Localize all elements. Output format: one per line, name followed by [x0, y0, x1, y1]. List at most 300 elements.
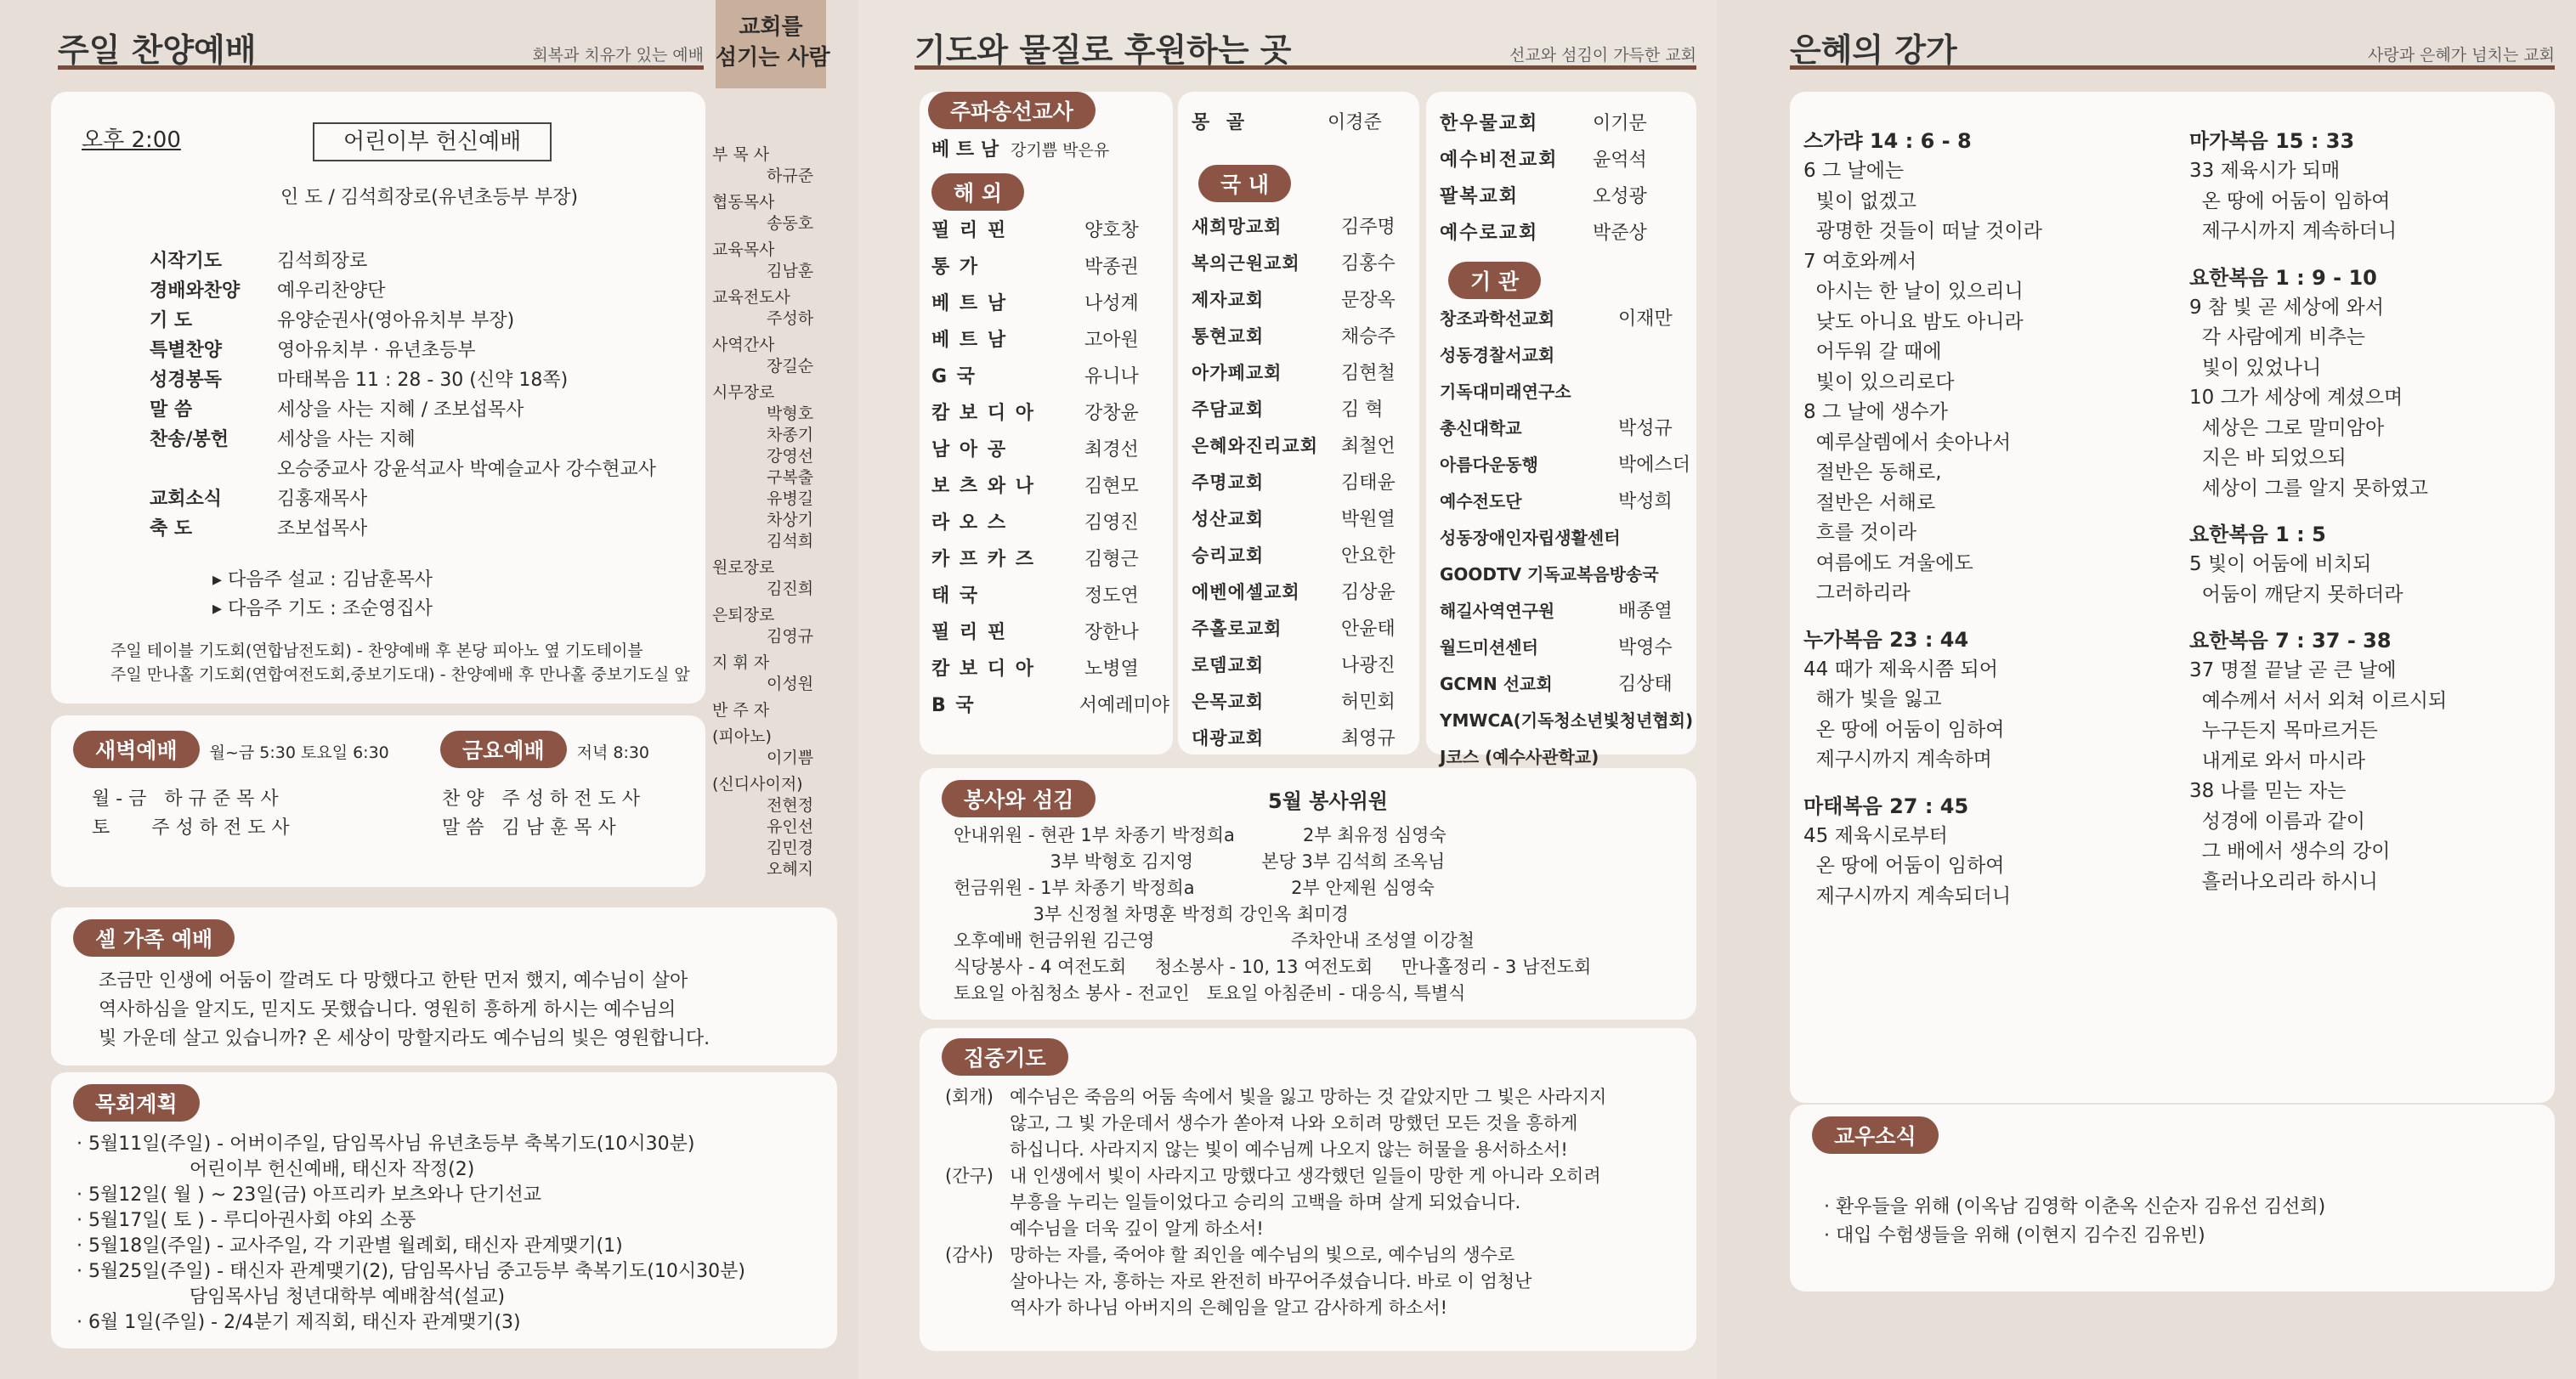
dawn-time: 월~금 5:30 토요일 6:30 [209, 743, 389, 762]
entry-person: 최철언 [1341, 436, 1396, 457]
dispatch-row [931, 136, 1109, 165]
entry-person: 나성계 [1084, 293, 1139, 314]
dispatch-names: 강기쁨 박은유 [1011, 141, 1110, 160]
entry-name: 복의근원교회 [1192, 252, 1300, 274]
prayer-box [920, 1028, 1696, 1351]
scripture-line: 절반은 동해로, [1803, 461, 1942, 483]
prayer-row [945, 1269, 1606, 1295]
entry-name: 예수로교회 [1440, 223, 1539, 244]
service-title: 어린이부 헌신예배 [313, 122, 552, 161]
service-time: 오후 2:00 [82, 127, 181, 153]
entry-person: 김현철 [1341, 363, 1396, 384]
news-item: · 대입 수험생들을 위해 (이현지 김수진 김유빈) [1824, 1225, 2205, 1246]
scripture-line: 제구시까지 계속되더니 [1803, 884, 2012, 907]
entry-name: J코스 (예수사관학교) [1440, 747, 1599, 767]
friday-time: 저녁 8:30 [576, 743, 650, 762]
entry-person: 최경선 [1084, 439, 1139, 461]
worship-order-box [51, 92, 705, 704]
entry-person: 서예레미야 [1079, 695, 1169, 716]
list-row [1440, 591, 1695, 628]
ministry-plan-box [51, 1072, 837, 1348]
dawn-header [73, 731, 389, 768]
list-row [1440, 482, 1695, 518]
plan-item: · 6월 1일(주일) - 2/4분기 제직회, 태신자 관계맺기(3) [76, 1312, 521, 1333]
list-row [1440, 445, 1695, 482]
list-row [931, 686, 1169, 722]
list-row [1440, 518, 1695, 555]
prayer-text: 살아나는 자, 흥하는 자로 완전히 바꾸어주셨습니다. 바로 이 엄청난 [1010, 1271, 1532, 1291]
order-label: 교회소식 [150, 489, 223, 510]
list-row [1440, 140, 1695, 177]
news-box [1790, 1105, 2555, 1291]
entry-name: 아름다운동행 [1440, 455, 1538, 475]
scripture-ref: 요한복음 1 : 5 [2189, 523, 2326, 546]
section-title: 은혜의 강가 [1790, 31, 1957, 69]
entry-person: 김영진 [1084, 512, 1139, 534]
entry-name: B 국 [931, 695, 976, 716]
prayer-text: 않고, 그 빛 가운데서 생수가 쏟아져 나와 오히려 망했던 모든 것을 흥하게 [1010, 1113, 1578, 1133]
order-label: 성경봉독 [150, 370, 223, 391]
entry-person: 문장옥 [1341, 290, 1396, 311]
list-row [1440, 372, 1695, 409]
list-row [931, 284, 1169, 320]
entry-person: 김상윤 [1341, 582, 1396, 603]
mongolia-name: 이경준 [1328, 112, 1382, 133]
church-list [1440, 104, 1695, 250]
scripture-line: 낮도 아니요 밤도 아니라 [1803, 310, 2024, 333]
order-label: 축 도 [150, 518, 193, 540]
service-label: 봉사와 섬김 [942, 780, 1096, 817]
friday-rows [442, 785, 640, 843]
cell-line: 빛 가운데 살고 있습니까? 온 세상이 망할지라도 예수님의 빛은 영원합니다. [99, 1028, 711, 1049]
entry-name: 캄 보 디 아 [931, 403, 1035, 424]
entry-name: 예수전도단 [1440, 491, 1522, 511]
news-item: · 환우들을 위해 (이옥남 김영학 이춘옥 신순자 김유선 김선희) [1824, 1196, 2326, 1218]
order-row [150, 483, 656, 512]
list-row [1192, 390, 1421, 427]
list-row [931, 649, 1169, 686]
staff-tab [716, 0, 830, 88]
plan-item: · 5월25일(주일) - 태신자 관계맺기(2), 담임목사님 중고등부 축복기도(10시30분) [76, 1261, 745, 1282]
scripture-left [1803, 126, 2042, 912]
staff-entry: 부 목 사 [712, 145, 770, 164]
order-value: 세상을 사는 지혜 [277, 429, 416, 450]
scripture-line: 그러하리라 [1803, 582, 1911, 604]
staff-entry: 김영규 [767, 627, 814, 646]
scripture-line: 각 사람에게 비추는 [2189, 326, 2365, 348]
scripture-line: 온 땅에 어둠이 임하여 [2189, 189, 2391, 212]
list-row [1440, 628, 1695, 664]
plan-item: 어린이부 헌신예배, 태신자 작정(2) [76, 1159, 475, 1180]
scripture-line: 5 빛이 어둠에 비치되 [2189, 553, 2372, 575]
entry-name: 카 프 카 즈 [931, 549, 1035, 570]
friday-row: 찬 양 주 성 하 전 도 사 [442, 788, 640, 810]
dispatch-country: 베 트 남 [931, 139, 999, 161]
service-row: 식당봉사 - 4 여전도회 청소봉사 - 10, 13 여전도회 만나홀정리 - 3 남전도회 [954, 957, 1592, 977]
friday-header [440, 731, 649, 768]
list-row [1440, 104, 1695, 140]
prayer-row [945, 1295, 1606, 1321]
list-row [1192, 280, 1421, 317]
staff-entry: 이성원 [767, 675, 814, 693]
org-label: 기 관 [1448, 262, 1541, 299]
order-label: 경배와찬양 [150, 280, 241, 302]
order-label: 시작기도 [150, 251, 223, 272]
domestic-box [1178, 92, 1419, 754]
entry-name: 대광교회 [1192, 727, 1265, 749]
scripture-line: 그 배에서 생수의 강이 [2189, 840, 2391, 862]
list-row [1192, 207, 1421, 244]
cell-text [99, 967, 710, 1054]
entry-name: 월드미션센터 [1440, 637, 1538, 658]
note-line: 주일 테이블 기도회(연합남전도회) - 찬양예배 후 본당 피아노 옆 기도테이블 [110, 641, 643, 660]
plan-item: · 5월12일( 월 ) ~ 23일(금) 아프리카 보츠와나 단기선교 [76, 1184, 541, 1206]
order-value: 김석희장로 [277, 251, 368, 272]
prayer-text: 예수님을 더욱 깊이 알게 하소서! [1010, 1218, 1264, 1239]
list-row [1192, 500, 1421, 536]
cell-worship-box [51, 907, 837, 1065]
scripture-line: 38 나를 믿는 자는 [2189, 780, 2347, 802]
order-row [150, 274, 656, 304]
section-header [58, 19, 704, 70]
entry-person: 박에스더 [1618, 455, 1691, 476]
scripture-line: 어둠이 깨닫지 못하더라 [2189, 583, 2403, 606]
entry-name: 아가페교회 [1192, 362, 1282, 383]
scripture-ref: 마가복음 15 : 33 [2189, 129, 2355, 153]
scripture-line: 흘러나오리라 하시니 [2189, 870, 2378, 893]
entry-name: GOODTV 기독교복음방송국 [1440, 564, 1659, 585]
list-row [1440, 177, 1695, 213]
list-row [1192, 427, 1421, 463]
list-row [931, 613, 1169, 649]
entry-name: 필 리 핀 [931, 220, 1008, 241]
prayer-type: (간구) [945, 1166, 994, 1186]
list-row [931, 503, 1169, 540]
plan-item: · 5월18일(주일) - 교사주일, 각 기관별 월례회, 태신자 관계맺기(1) [76, 1235, 623, 1257]
list-row [931, 466, 1169, 503]
scripture-line: 온 땅에 어둠이 임하여 [1803, 718, 2005, 741]
list-row [1192, 536, 1421, 573]
order-row [150, 334, 656, 364]
scripture-ref: 요한복음 1 : 9 - 10 [2189, 265, 2377, 290]
prayer-type: (회개) [945, 1087, 994, 1107]
entry-person: 박원열 [1341, 509, 1396, 530]
order-label: 찬송/봉헌 [150, 429, 229, 450]
list-row [931, 320, 1169, 357]
service-row: 토요일 아침청소 봉사 - 전교인 토요일 아침준비 - 대응식, 특별식 [954, 983, 1466, 1003]
service-row: 헌금위원 - 1부 차종기 박정희a 2부 안제원 심영숙 [954, 878, 1435, 898]
staff-entry: (피아노) [712, 727, 772, 746]
scripture-line: 45 제육시로부터 [1803, 824, 1948, 847]
prayer-text: 예수님은 죽음의 어둠 속에서 빛을 잃고 망하는 것 같았지만 그 빛은 사라지지 [1010, 1087, 1607, 1107]
staff-entry: 사역간사 [712, 336, 775, 354]
scripture-ref: 스가랴 14 : 6 - 8 [1803, 129, 1972, 153]
scripture-line: 44 때가 제육시쯤 되어 [1803, 658, 1998, 681]
plan-item: · 5월17일( 토 ) - 루디아권사회 야외 소풍 [76, 1210, 416, 1231]
plan-item: · 5월11일(주일) - 어버이주일, 담임목사님 유년초등부 축복기도(10시30분) [76, 1133, 695, 1155]
entry-person: 윤억석 [1593, 150, 1647, 171]
order-row [150, 512, 656, 542]
staff-entry: 교육목사 [712, 240, 775, 259]
entry-person: 김상태 [1618, 674, 1673, 695]
entry-name: 남 아 공 [931, 439, 1008, 461]
staff-entry: 김석희 [767, 532, 814, 551]
order-row [150, 364, 656, 393]
entry-person: 오성광 [1593, 186, 1647, 207]
entry-person: 안윤태 [1341, 619, 1396, 640]
scripture-line: 해가 빛을 잃고 [1803, 688, 1942, 710]
entry-name: 캄 보 디 아 [931, 658, 1035, 680]
service-leader: 인 도 / 김석희장로(유년초등부 부장) [280, 187, 579, 208]
scripture-line: 어두워 갈 때에 [1803, 341, 1942, 363]
prayer-row [945, 1163, 1606, 1190]
dawn-label: 새벽예배 [73, 731, 200, 768]
entry-person: 김태윤 [1341, 472, 1396, 494]
entry-person: 배종열 [1618, 601, 1673, 622]
staff-entry: 전현정 [767, 796, 814, 815]
order-row [150, 304, 656, 334]
section-title: 기도와 물질로 후원하는 곳 [914, 31, 1292, 69]
prayer-row [945, 1242, 1606, 1269]
staff-entry: 차종기 [767, 426, 814, 444]
list-row [1192, 463, 1421, 500]
section-subtitle: 사랑과 은혜가 넘치는 교회 [2367, 46, 2555, 65]
scripture-line: 세상이 그를 알지 못하였고 [2189, 477, 2428, 500]
cell-label: 셀 가족 예배 [73, 919, 235, 957]
scripture-line: 7 여호와께서 [1803, 250, 1917, 273]
entry-name: 한우물교회 [1440, 113, 1539, 134]
entry-name: 예수비전교회 [1440, 150, 1559, 171]
prayer-text: 부흥을 누리는 일들이었다고 승리의 고백을 하며 살게 되었습니다. [1010, 1192, 1521, 1212]
prayer-type [945, 1269, 1010, 1295]
entry-person: 양호창 [1084, 220, 1139, 241]
note-line: 주일 만나홀 기도회(연합여전도회,중보기도대) - 찬양예배 후 만나홀 중보기도실 앞 [110, 665, 690, 684]
prayer-notes [110, 639, 690, 687]
scripture-line: 여름에도 겨울에도 [1803, 551, 1973, 574]
staff-entry: 김진희 [767, 579, 814, 598]
entry-name: 보 츠 와 나 [931, 476, 1035, 497]
cell-line: 조금만 인생에 어둠이 깔려도 다 망했다고 한탄 먼저 했지, 예수님이 살아 [99, 970, 688, 992]
scripture-line: 성경에 이름과 같이 [2189, 810, 2365, 833]
scripture-ref: 누가복음 23 : 44 [1803, 627, 1969, 652]
dawn-row: 토 주 성 하 전 도 사 [92, 817, 290, 839]
scripture-line: 절반은 서해로 [1803, 491, 1936, 514]
plan-item: 담임목사님 청년대학부 예배참석(설교) [76, 1286, 506, 1308]
domestic-label: 국 내 [1198, 165, 1291, 202]
order-value: 조보섭목사 [277, 518, 368, 540]
dawn-row: 월 - 금 하 규 준 목 사 [92, 788, 279, 810]
staff-entry: 이기쁨 [767, 749, 814, 767]
entry-person: 최영규 [1341, 728, 1396, 749]
scripture-line: 빛이 없겠고 [1803, 189, 1917, 212]
section-header [914, 19, 1696, 70]
entry-person: 박성규 [1618, 418, 1673, 439]
list-row [1192, 573, 1421, 609]
service-box [920, 768, 1696, 1020]
list-row [1440, 336, 1695, 372]
staff-tab-label: 교회를 섬기는 사람 [716, 14, 830, 71]
entry-person: 나광진 [1341, 655, 1396, 676]
next-week [212, 566, 433, 624]
next-prayer: ▸ 다음주 기도 : 조순영집사 [212, 598, 433, 619]
section-header [1790, 19, 2555, 70]
entry-person: 이기문 [1593, 113, 1647, 134]
entry-person: 박종권 [1084, 257, 1139, 278]
staff-list [712, 144, 831, 880]
entry-name: 성동경찰서교회 [1440, 345, 1555, 365]
staff-entry: 오혜지 [767, 860, 814, 879]
order-value: 영아유치부 · 유년초등부 [277, 340, 476, 361]
entry-person: 김현모 [1084, 476, 1139, 497]
entry-name: GCMN 선교회 [1440, 674, 1553, 694]
prayer-type [945, 1137, 1010, 1163]
scripture-line: 지은 바 되었으되 [2189, 447, 2347, 469]
entry-name: 필 리 핀 [931, 622, 1008, 643]
entry-name: 베 트 남 [931, 330, 1008, 351]
scripture-line: 9 참 빛 곧 세상에 와서 [2189, 296, 2384, 319]
staff-entry: 유병길 [767, 489, 814, 508]
list-row [931, 247, 1169, 284]
dawn-rows [92, 785, 290, 843]
panel-support [858, 0, 1717, 1379]
prayer-row [945, 1084, 1606, 1111]
scripture-line: 8 그 날에 생수가 [1803, 401, 1948, 423]
scripture-line: 흐를 것이라 [1803, 522, 1917, 544]
order-row [150, 393, 656, 423]
entry-person: 장한나 [1084, 622, 1139, 643]
prayer-text: 망하는 자를, 죽어야 할 죄인을 예수님의 빛으로, 예수님의 생수로 [1010, 1245, 1515, 1265]
prayer-text: 역사가 하나님 아버지의 은혜임을 알고 감사하게 하소서! [1010, 1297, 1448, 1318]
panel-sunday-worship [0, 0, 858, 1379]
entry-name: 은목교회 [1192, 691, 1265, 712]
section-subtitle: 선교와 섬김이 가득한 교회 [1509, 46, 1696, 65]
plan-label: 목회계획 [73, 1084, 200, 1122]
entry-person: 박준상 [1593, 223, 1647, 244]
list-row [1440, 213, 1695, 250]
entry-name: G 국 [931, 366, 977, 387]
entry-name: 주담교회 [1192, 398, 1265, 420]
staff-entry: 하규준 [767, 167, 814, 185]
entry-name: 은혜와진리교회 [1192, 435, 1319, 456]
plan-list [76, 1132, 745, 1336]
staff-entry: 은퇴장로 [712, 606, 775, 625]
prayer-text: 내 인생에서 빛이 사라지고 망했다고 생각했던 일들이 망한 게 아니라 오히려 [1010, 1166, 1601, 1186]
scripture-ref: 요한복음 7 : 37 - 38 [2189, 629, 2392, 653]
entry-person: 노병열 [1084, 658, 1139, 680]
news-label: 교우소식 [1812, 1116, 1939, 1154]
friday-label: 금요예배 [440, 731, 567, 768]
service-rows [954, 822, 1591, 1007]
missionary-box [920, 92, 1173, 754]
prayer-row [945, 1216, 1606, 1242]
prayer-type [945, 1111, 1010, 1137]
entry-name: 제자교회 [1192, 289, 1265, 310]
prayer-text: 하십니다. 사라지지 않는 빛이 예수님께 나오지 않는 허물을 용서하소서! [1010, 1139, 1568, 1160]
entry-name: 태 국 [931, 585, 980, 607]
entry-name: 통현교회 [1192, 325, 1265, 347]
entry-person: 박성희 [1618, 491, 1673, 512]
entry-name: 새희망교회 [1192, 216, 1282, 237]
entry-name: 승리교회 [1192, 545, 1265, 566]
entry-name: 해길사역연구원 [1440, 601, 1555, 621]
entry-name: 팔복교회 [1440, 186, 1520, 207]
scripture-line: 온 땅에 어둠이 임하여 [1803, 855, 2005, 877]
weekday-worship-box [51, 715, 705, 887]
entry-person: 유니나 [1084, 366, 1139, 387]
prayer-type [945, 1190, 1010, 1216]
staff-entry: 협동목사 [712, 193, 775, 212]
list-row [931, 357, 1169, 393]
list-row [1440, 409, 1695, 445]
staff-entry: (신디사이저) [712, 775, 803, 794]
order-label: 말 씀 [150, 399, 193, 421]
staff-entry: 지 휘 자 [712, 653, 770, 672]
entry-person: 정도연 [1084, 585, 1139, 607]
service-row: 3부 박형호 김지영 본당 3부 김석희 조옥님 [954, 851, 1446, 872]
list-row [931, 576, 1169, 613]
entry-person: 고아원 [1084, 330, 1139, 351]
staff-entry: 강영선 [767, 447, 814, 466]
list-row [1192, 646, 1421, 682]
list-row [931, 540, 1169, 576]
news-list [1824, 1193, 2325, 1251]
org-box [1426, 92, 1696, 767]
dispatch-label: 주파송선교사 [928, 92, 1096, 129]
scripture-line: 37 명절 끝날 곧 큰 날에 [2189, 659, 2397, 681]
list-row [1192, 317, 1421, 353]
scripture-line: 33 제육시가 되매 [2189, 160, 2341, 182]
cell-line: 역사하심을 알지도, 믿지도 못했습니다. 영원히 흥하게 하시는 예수님의 [99, 999, 677, 1020]
friday-row: 말 씀 김 남 훈 목 사 [442, 817, 616, 839]
list-row [1192, 719, 1421, 755]
staff-entry: 송동호 [767, 214, 814, 233]
list-row [1440, 701, 1695, 738]
order-value: 세상을 사는 지혜 / 조보섭목사 [277, 399, 524, 421]
next-sermon: ▸ 다음주 설교 : 김남훈목사 [212, 569, 433, 591]
entry-name: YMWCA(기독청소년빛청년협회) [1440, 710, 1694, 731]
prayer-type [945, 1216, 1010, 1242]
scripture-line: 제구시까지 계속하며 [1803, 749, 1992, 771]
scripture-line: 10 그가 세상에 계셨으며 [2189, 387, 2403, 409]
staff-entry: 시무장로 [712, 383, 775, 402]
entry-name: 주홀로교회 [1192, 618, 1282, 639]
order-row [150, 245, 656, 274]
scripture-ref: 마태복음 27 : 45 [1803, 794, 1969, 818]
scripture-line: 예수께서 서서 외쳐 이르시되 [2189, 689, 2448, 712]
entry-person: 강창윤 [1084, 403, 1139, 424]
list-row [1440, 555, 1695, 591]
order-value: 유양순권사(영아유치부 부장) [277, 310, 515, 331]
staff-entry: 김민경 [767, 839, 814, 857]
service-row: 3부 신정철 차명훈 박정희 강인옥 최미경 [954, 904, 1349, 924]
entry-person: 허민회 [1341, 692, 1396, 713]
entry-name: 로뎀교회 [1192, 654, 1265, 675]
service-head: 5월 봉사위원 [1268, 789, 1388, 813]
staff-entry: 구복출 [767, 468, 814, 487]
prayer-row [945, 1190, 1606, 1216]
order-list [150, 245, 656, 542]
staff-entry: 차상기 [767, 511, 814, 529]
entry-name: 에벤에셀교회 [1192, 581, 1300, 602]
order-value: 김홍재목사 [277, 489, 368, 510]
overseas-label: 해 외 [931, 173, 1024, 211]
staff-entry: 원로장로 [712, 558, 775, 577]
entry-person: 김주명 [1341, 217, 1396, 238]
list-row [1192, 682, 1421, 719]
scripture-right [2189, 126, 2447, 897]
order-label: 기 도 [150, 310, 193, 331]
order-value: 마태복음 11 : 28 - 30 (신약 18쪽) [277, 370, 569, 391]
